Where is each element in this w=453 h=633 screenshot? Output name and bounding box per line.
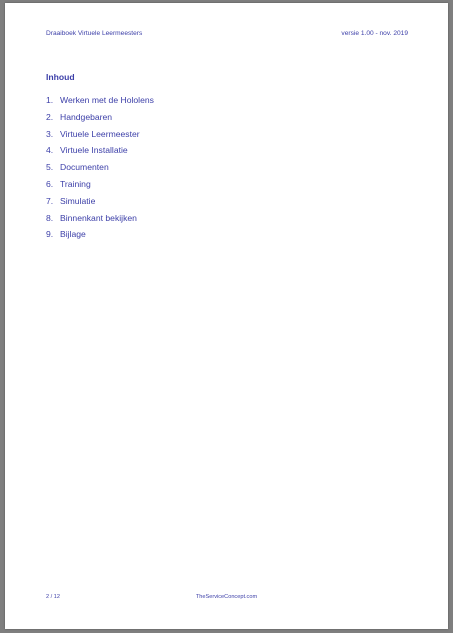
toc-item-label: Documenten	[60, 162, 109, 173]
toc-item-documenten	[46, 162, 154, 179]
toc-item-label: Werken met de Hololens	[60, 95, 154, 105]
toc-item-training	[46, 179, 154, 196]
toc-item-number: 4.	[46, 145, 54, 156]
document-page	[5, 3, 448, 629]
page-number: 2 / 12	[46, 594, 60, 600]
document-header-title: Draaiboek Virtuele Leermeesters	[46, 30, 143, 37]
footer-site: TheServiceConcept.com	[195, 594, 258, 600]
toc-item-number: 8.	[46, 212, 54, 223]
toc-heading: Inhoud	[46, 72, 75, 82]
toc-item-hololens	[46, 95, 154, 112]
toc-item-bijlage	[46, 229, 154, 246]
toc-item-handgebaren	[46, 112, 154, 129]
toc-item-number: 3.	[46, 128, 54, 139]
toc-item-number: 2.	[46, 111, 54, 122]
toc-item-label: Simulatie	[60, 195, 96, 206]
toc-item-number: 6.	[46, 178, 54, 189]
toc-item-number: 5.	[46, 162, 54, 173]
toc-item-number: 7.	[46, 195, 54, 206]
toc-item-label: Handgebaren	[60, 111, 113, 122]
toc-item-label: Training	[60, 178, 91, 189]
toc-item-label: Binnenkant bekijken	[60, 212, 137, 223]
toc-item-simulatie	[46, 196, 154, 213]
toc-item-binnenkant-bekijken	[46, 213, 154, 230]
toc-item-virtuele-leermeester	[46, 129, 154, 146]
toc-item-label: Bijlage	[60, 229, 86, 240]
toc-item-number: 9.	[46, 229, 54, 240]
document-version: versie 1.00 - nov. 2019	[341, 30, 408, 37]
toc-item-virtuele-installatie	[46, 145, 154, 162]
toc-item-number: 1.	[46, 95, 54, 105]
toc-item-label: Virtuele Leermeester	[60, 128, 140, 139]
toc-item-label: Virtuele Installatie	[60, 145, 128, 156]
table-of-contents	[46, 95, 154, 246]
